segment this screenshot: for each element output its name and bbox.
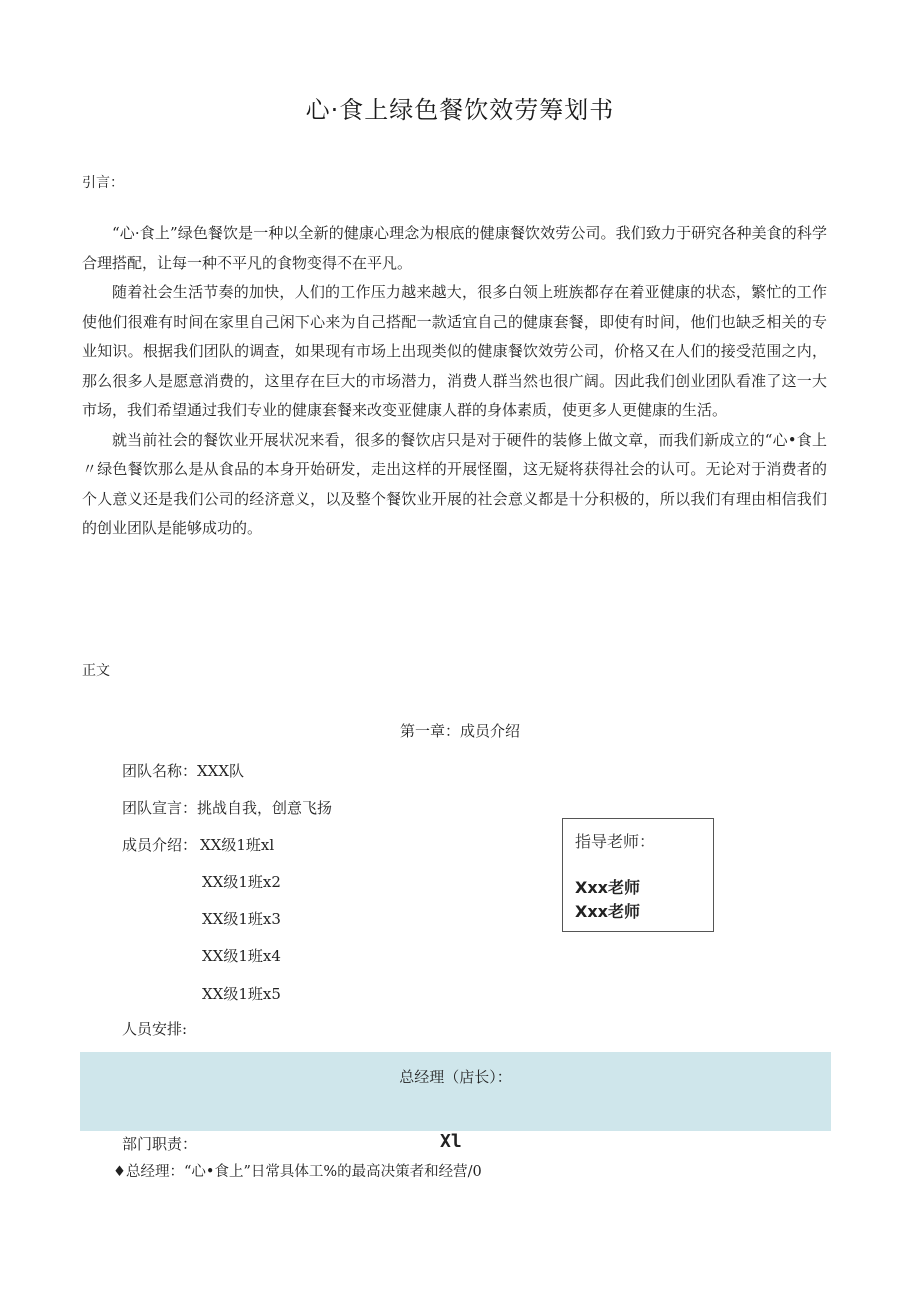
x1-mark: Xl: [440, 1131, 462, 1152]
intro-paragraph: 随着社会生活节奏的加快，人们的工作压力越来越大，很多白领上班族都存在着亚健康的状态，繁忙的工作使他们很难有时间在家里自己闲下心来为自己搭配一款适宜自己的健康套餐，即使有时间，他们也缺乏相关的专业知识。根据我们团队的调查，如果现有市场上出现类似的健康餐饮效劳公司，价格又在人们的接受范围之内，那么很多人是愿意消费的，这里存在巨大的市场潜力，消费人群当然也很广阔。因此我们创业团队看准了这一大市场，我们希望通过我们专业的健康套餐来改变亚健康人群的身体素质，使更多人更健康的生活。: [82, 283, 827, 419]
document-title: 心·食上绿色餐饮效劳筹划书: [305, 96, 615, 124]
intro-paragraph: 就当前社会的餐饮业开展状况来看，很多的餐饮店只是对于硬件的装修上做文章，而我们新成立的“心•食上〃绿色餐饮那么是从食品的本身开始研发，走出这样的开展怪圈，这无疑将获得社会的认可。无论对于消费者的个人意义还是我们公司的经济意义，以及整个餐饮业开展的社会意义都是十分积极的，所以我们有理由相信我们的创业团队是能够成功的。: [82, 430, 827, 537]
advisor-heading: 指导老师：: [575, 832, 656, 851]
staff-label: 人员安排:: [122, 1020, 188, 1038]
team-name: 团队名称：XXX队: [122, 762, 245, 780]
member-item: XX级1班x5: [202, 985, 281, 1003]
team-slogan: 团队宣言：挑战自我，创意飞扬: [122, 799, 333, 817]
dept-label: 部门职责：: [122, 1135, 198, 1153]
intro-body: [82, 219, 827, 544]
advisor-name: Xxx老师: [575, 878, 640, 897]
manager-label: 总经理（店长）：: [399, 1068, 512, 1086]
intro-heading: 引言：: [82, 175, 124, 191]
manager-duty: ♦总经理：“心•食上”日常具体工%的最高决策者和经营/0: [113, 1164, 482, 1180]
members-label: 成员介绍：: [122, 836, 198, 854]
chapter-title: 第一章：成员介绍: [399, 722, 520, 740]
advisor-box: [562, 818, 714, 932]
advisor-name: Xxx老师: [575, 902, 640, 921]
member-item: XX级1班x2: [202, 873, 281, 891]
member-item: XX级1班xl: [200, 836, 275, 854]
member-item: XX级1班x4: [202, 947, 281, 965]
body-heading: 正文: [82, 663, 110, 679]
manager-banner: [80, 1052, 831, 1131]
member-item: XX级1班x3: [202, 910, 281, 928]
advisor-list: [575, 876, 701, 924]
intro-paragraph: “心·食上”绿色餐饮是一种以全新的健康心理念为根底的健康餐饮效劳公司。我们致力于研究各种美食的科学合理搭配，让每一种不平凡的食物变得不在平凡。: [82, 224, 827, 272]
